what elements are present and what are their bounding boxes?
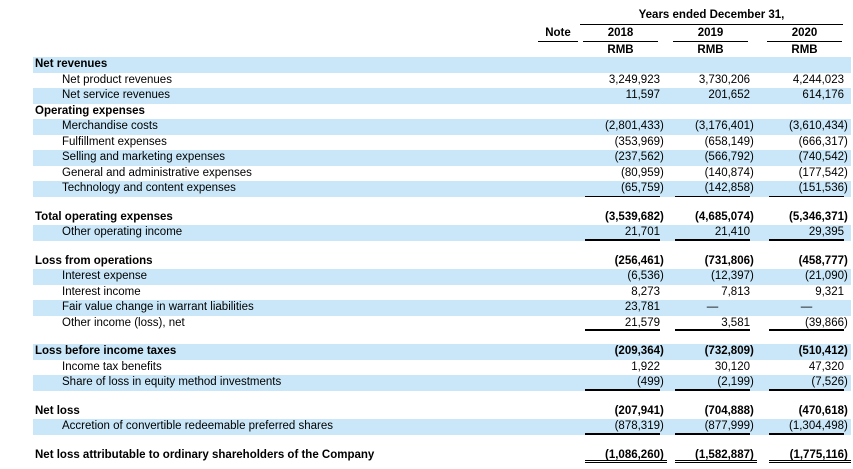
table-row [33, 316, 851, 332]
row-label: Other operating income [62, 226, 183, 238]
period-header [580, 6, 843, 25]
value-cell-2018 [585, 360, 667, 376]
value-text: (732,809 [704, 345, 750, 357]
row-label: Net product revenues [62, 73, 172, 86]
table-row [33, 104, 851, 120]
hanging-paren: ) [844, 166, 848, 179]
value-cell-2018 [585, 210, 667, 226]
value-cell-2020 [769, 316, 851, 332]
hanging-paren: ) [844, 120, 848, 132]
row-label: Interest income [62, 285, 141, 298]
value-text: 29,395 [769, 225, 844, 241]
hanging-paren [660, 225, 667, 241]
year-header-2019: 2019 [673, 26, 748, 42]
value-text: 23,781 [624, 301, 660, 313]
table-row [33, 448, 851, 464]
value-text: (499 [585, 375, 660, 391]
value-cell-2018 [585, 316, 667, 332]
hanging-paren [844, 104, 851, 120]
value-cell-2019 [675, 316, 757, 332]
value-cell-2020 [769, 448, 851, 464]
value-text: (3,610,434 [789, 120, 844, 132]
value-text: (458,777 [798, 254, 844, 267]
hanging-paren [844, 300, 851, 316]
hanging-paren: ) [750, 404, 754, 417]
row-label: Loss before income taxes [35, 345, 177, 357]
row-label: Operating expenses [35, 104, 145, 117]
hanging-paren: ) [660, 254, 664, 267]
row-label: Selling and marketing expenses [62, 151, 226, 163]
hanging-paren: ) [660, 345, 664, 357]
value-text: (209,364 [614, 345, 660, 357]
hanging-paren [844, 225, 851, 241]
value-text: 4,244,023 [792, 73, 844, 86]
value-cell-2020 [769, 181, 851, 197]
currency-header-2019: RMB [697, 44, 724, 56]
value-text: (21,090 [804, 270, 844, 282]
row-label: Total operating expenses [35, 210, 173, 223]
hanging-paren: ) [844, 182, 848, 194]
hanging-paren: ) [844, 316, 848, 329]
hanging-paren [660, 88, 667, 104]
hanging-paren: ) [844, 448, 848, 461]
value-text: (666,317 [798, 135, 844, 148]
value-text: 21,410 [675, 225, 750, 241]
value-cell-2018 [585, 254, 667, 270]
value-cell-2020 [769, 166, 851, 182]
row-label: Fulfillment expenses [62, 135, 167, 148]
value-cell-2019 [675, 73, 757, 89]
value-cell-2019 [675, 419, 757, 435]
value-text: (80,959 [620, 166, 660, 179]
value-text: 614,176 [802, 89, 844, 101]
value-text [769, 104, 844, 120]
table-row [33, 135, 851, 151]
value-text: (704,888 [704, 404, 750, 417]
value-cell-2019 [675, 210, 757, 226]
value-cell-2019 [675, 269, 757, 285]
value-cell-2018 [585, 269, 667, 285]
table-row [33, 404, 851, 420]
table-row [33, 166, 851, 182]
value-text: (658,149 [704, 135, 750, 148]
hanging-paren: ) [844, 254, 848, 267]
value-text: 9,321 [815, 285, 844, 298]
value-cell-2019 [675, 119, 757, 135]
value-cell-2020 [769, 225, 851, 241]
value-text: (3,539,682 [605, 210, 660, 223]
hanging-paren: ) [660, 404, 664, 417]
value-cell-2019 [675, 375, 757, 391]
value-cell-2019 [675, 150, 757, 166]
value-cell-2018 [585, 166, 667, 182]
row-label: Net loss [35, 404, 80, 417]
hanging-paren [844, 73, 851, 89]
table-row [33, 57, 851, 73]
value-cell-2019 [675, 404, 757, 420]
value-cell-2020 [769, 360, 851, 376]
value-cell-2020 [769, 375, 851, 391]
value-cell-2020 [769, 57, 851, 73]
value-text: (151,536 [769, 181, 844, 197]
hanging-paren: ) [844, 270, 848, 282]
value-text: (510,412 [798, 345, 844, 357]
hanging-paren: ) [750, 120, 754, 132]
row-label: Merchandise costs [62, 120, 158, 132]
hanging-paren [750, 300, 757, 316]
value-text: (39,866 [769, 316, 844, 332]
hanging-paren: ) [844, 345, 848, 357]
value-text: (3,176,401 [695, 120, 750, 132]
hanging-paren: ) [844, 210, 848, 223]
hanging-paren [750, 285, 757, 301]
row-label: Fair value change in warrant liabilities [62, 301, 254, 313]
row-label: Accretion of convertible redeemable preferred shares [62, 420, 334, 432]
hanging-paren: ) [660, 182, 664, 194]
row-label: General and administrative expenses [62, 166, 252, 179]
hanging-paren [844, 88, 851, 104]
value-text: (237,562 [614, 151, 660, 163]
value-text [585, 104, 660, 120]
value-cell-2020 [769, 285, 851, 301]
note-column-header: Note [538, 26, 578, 42]
value-cell-2018 [585, 104, 667, 120]
value-text: (4,685,074 [695, 210, 750, 223]
value-cell-2020 [769, 210, 851, 226]
value-text: (140,874 [704, 166, 750, 179]
hanging-paren: ) [844, 420, 848, 432]
value-text: (5,346,371 [789, 210, 844, 223]
hanging-paren: ) [660, 448, 664, 461]
value-text: (2,199 [675, 375, 750, 391]
row-label: Income tax benefits [62, 360, 162, 373]
value-text [585, 57, 660, 73]
value-text: 21,579 [585, 316, 660, 332]
row-label: Technology and content expenses [62, 182, 236, 194]
value-text: 47,320 [808, 360, 844, 373]
currency-header-2020: RMB [791, 44, 818, 56]
hanging-paren: ) [660, 270, 664, 282]
value-text: (566,792 [704, 151, 750, 163]
hanging-paren [660, 73, 667, 89]
value-text: (470,618 [798, 404, 844, 417]
value-text: — [706, 301, 719, 313]
table-row [33, 181, 851, 197]
table-row [33, 344, 851, 360]
row-label: Net service revenues [62, 89, 171, 101]
value-cell-2019 [675, 254, 757, 270]
table-row [33, 73, 851, 89]
value-text: (1,582,887 [695, 448, 750, 461]
value-cell-2018 [585, 285, 667, 301]
table-row [33, 419, 851, 435]
hanging-paren: ) [844, 376, 848, 388]
table-row [33, 360, 851, 376]
value-cell-2019 [675, 166, 757, 182]
value-cell-2018 [585, 448, 667, 464]
hanging-paren [750, 57, 757, 73]
value-text: (1,775,116 [789, 448, 844, 461]
value-cell-2018 [585, 57, 667, 73]
value-text: 1,922 [631, 360, 660, 373]
hanging-paren [750, 73, 757, 89]
hanging-paren [844, 285, 851, 301]
value-cell-2020 [769, 269, 851, 285]
hanging-paren: ) [660, 420, 664, 432]
value-text: (177,542 [798, 166, 844, 179]
row-label: Interest expense [62, 270, 148, 282]
hanging-paren [750, 225, 757, 241]
value-cell-2019 [675, 181, 757, 197]
value-cell-2020 [769, 419, 851, 435]
value-text: (256,461 [614, 254, 660, 267]
hanging-paren [750, 316, 757, 332]
value-cell-2020 [769, 73, 851, 89]
spacer-row [33, 331, 851, 344]
table-row [33, 150, 851, 166]
hanging-paren [844, 360, 851, 376]
hanging-paren [660, 316, 667, 332]
value-cell-2018 [585, 181, 667, 197]
value-cell-2019 [675, 344, 757, 360]
value-cell-2018 [585, 135, 667, 151]
value-text: 3,249,923 [608, 73, 660, 86]
table-row [33, 285, 851, 301]
value-text: 21,701 [585, 225, 660, 241]
table-row [33, 254, 851, 270]
value-cell-2018 [585, 88, 667, 104]
hanging-paren: ) [660, 210, 664, 223]
value-cell-2018 [585, 300, 667, 316]
value-cell-2020 [769, 300, 851, 316]
value-text: 3,730,206 [698, 73, 750, 86]
spacer-row [33, 241, 851, 254]
value-text: 30,120 [714, 360, 750, 373]
hanging-paren: ) [750, 270, 754, 282]
value-cell-2019 [675, 360, 757, 376]
value-cell-2020 [769, 254, 851, 270]
table-row [33, 269, 851, 285]
value-cell-2018 [585, 73, 667, 89]
value-cell-2018 [585, 344, 667, 360]
value-text: 8,273 [631, 285, 660, 298]
hanging-paren: ) [844, 135, 848, 148]
hanging-paren [660, 300, 667, 316]
value-text: 11,597 [625, 89, 660, 101]
table-row [33, 88, 851, 104]
hanging-paren: ) [660, 120, 664, 132]
value-cell-2019 [675, 300, 757, 316]
value-text: (142,858 [675, 181, 750, 197]
value-cell-2020 [769, 104, 851, 120]
value-cell-2018 [585, 375, 667, 391]
year-header-2020: 2020 [767, 26, 842, 42]
hanging-paren: ) [750, 151, 754, 163]
hanging-paren [660, 104, 667, 120]
table-row [33, 375, 851, 391]
hanging-paren: ) [750, 376, 754, 388]
value-cell-2018 [585, 404, 667, 420]
value-cell-2019 [675, 225, 757, 241]
value-cell-2019 [675, 135, 757, 151]
row-label: Other income (loss), net [62, 316, 185, 329]
spacer-row [33, 435, 851, 448]
period-header-label: Years ended December 31, [638, 9, 785, 21]
value-text: (6,536 [627, 270, 660, 282]
value-cell-2020 [769, 119, 851, 135]
hanging-paren [844, 57, 851, 73]
hanging-paren: ) [750, 166, 754, 179]
hanging-paren: ) [660, 376, 664, 388]
hanging-paren: ) [750, 182, 754, 194]
hanging-paren [750, 360, 757, 376]
table-row [33, 210, 851, 226]
value-text: (7,526 [769, 375, 844, 391]
value-cell-2019 [675, 285, 757, 301]
value-text: 7,813 [721, 285, 750, 298]
value-text: (353,969 [614, 135, 660, 148]
value-text: (1,086,260 [605, 448, 660, 461]
hanging-paren: ) [750, 345, 754, 357]
value-cell-2019 [675, 57, 757, 73]
table-body [33, 57, 851, 463]
value-text: — [800, 301, 813, 313]
value-text: (740,542 [798, 151, 844, 163]
value-text: 3,581 [675, 316, 750, 332]
value-text: (2,801,433 [605, 120, 660, 132]
hanging-paren [660, 57, 667, 73]
spacer-row [33, 197, 851, 210]
value-text: (1,304,498 [769, 419, 844, 435]
value-text: 201,652 [708, 89, 750, 101]
value-cell-2020 [769, 344, 851, 360]
value-text: (65,759 [585, 181, 660, 197]
value-cell-2018 [585, 225, 667, 241]
year-header-2018: 2018 [583, 26, 658, 42]
hanging-paren: ) [660, 135, 664, 148]
hanging-paren: ) [844, 404, 848, 417]
hanging-paren [750, 104, 757, 120]
value-text [675, 104, 750, 120]
hanging-paren [660, 285, 667, 301]
hanging-paren [750, 88, 757, 104]
hanging-paren: ) [844, 151, 848, 163]
value-cell-2018 [585, 419, 667, 435]
table-row [33, 300, 851, 316]
row-label: Net revenues [35, 58, 108, 70]
value-cell-2019 [675, 104, 757, 120]
value-cell-2020 [769, 404, 851, 420]
table-row [33, 225, 851, 241]
currency-header-2018: RMB [607, 44, 634, 56]
hanging-paren: ) [750, 135, 754, 148]
value-text: (731,806 [704, 254, 750, 267]
hanging-paren: ) [660, 166, 664, 179]
value-text: (12,397 [710, 270, 750, 282]
value-cell-2018 [585, 119, 667, 135]
hanging-paren: ) [660, 151, 664, 163]
value-text [675, 57, 750, 73]
row-label: Net loss attributable to ordinary shareholders of the Company [35, 448, 375, 461]
value-text: (877,999 [675, 419, 750, 435]
hanging-paren [660, 360, 667, 376]
value-cell-2019 [675, 88, 757, 104]
hanging-paren: ) [750, 254, 754, 267]
value-cell-2020 [769, 88, 851, 104]
table-row [33, 119, 851, 135]
spacer-row [33, 391, 851, 404]
row-label: Share of loss in equity method investments [62, 376, 282, 388]
hanging-paren: ) [750, 420, 754, 432]
value-cell-2018 [585, 150, 667, 166]
hanging-paren: ) [750, 448, 754, 461]
value-cell-2020 [769, 150, 851, 166]
hanging-paren: ) [750, 210, 754, 223]
value-text: (878,319 [585, 419, 660, 435]
value-text [769, 57, 844, 73]
row-label: Loss from operations [35, 254, 153, 267]
value-cell-2020 [769, 135, 851, 151]
value-cell-2019 [675, 448, 757, 464]
value-text: (207,941 [614, 404, 660, 417]
